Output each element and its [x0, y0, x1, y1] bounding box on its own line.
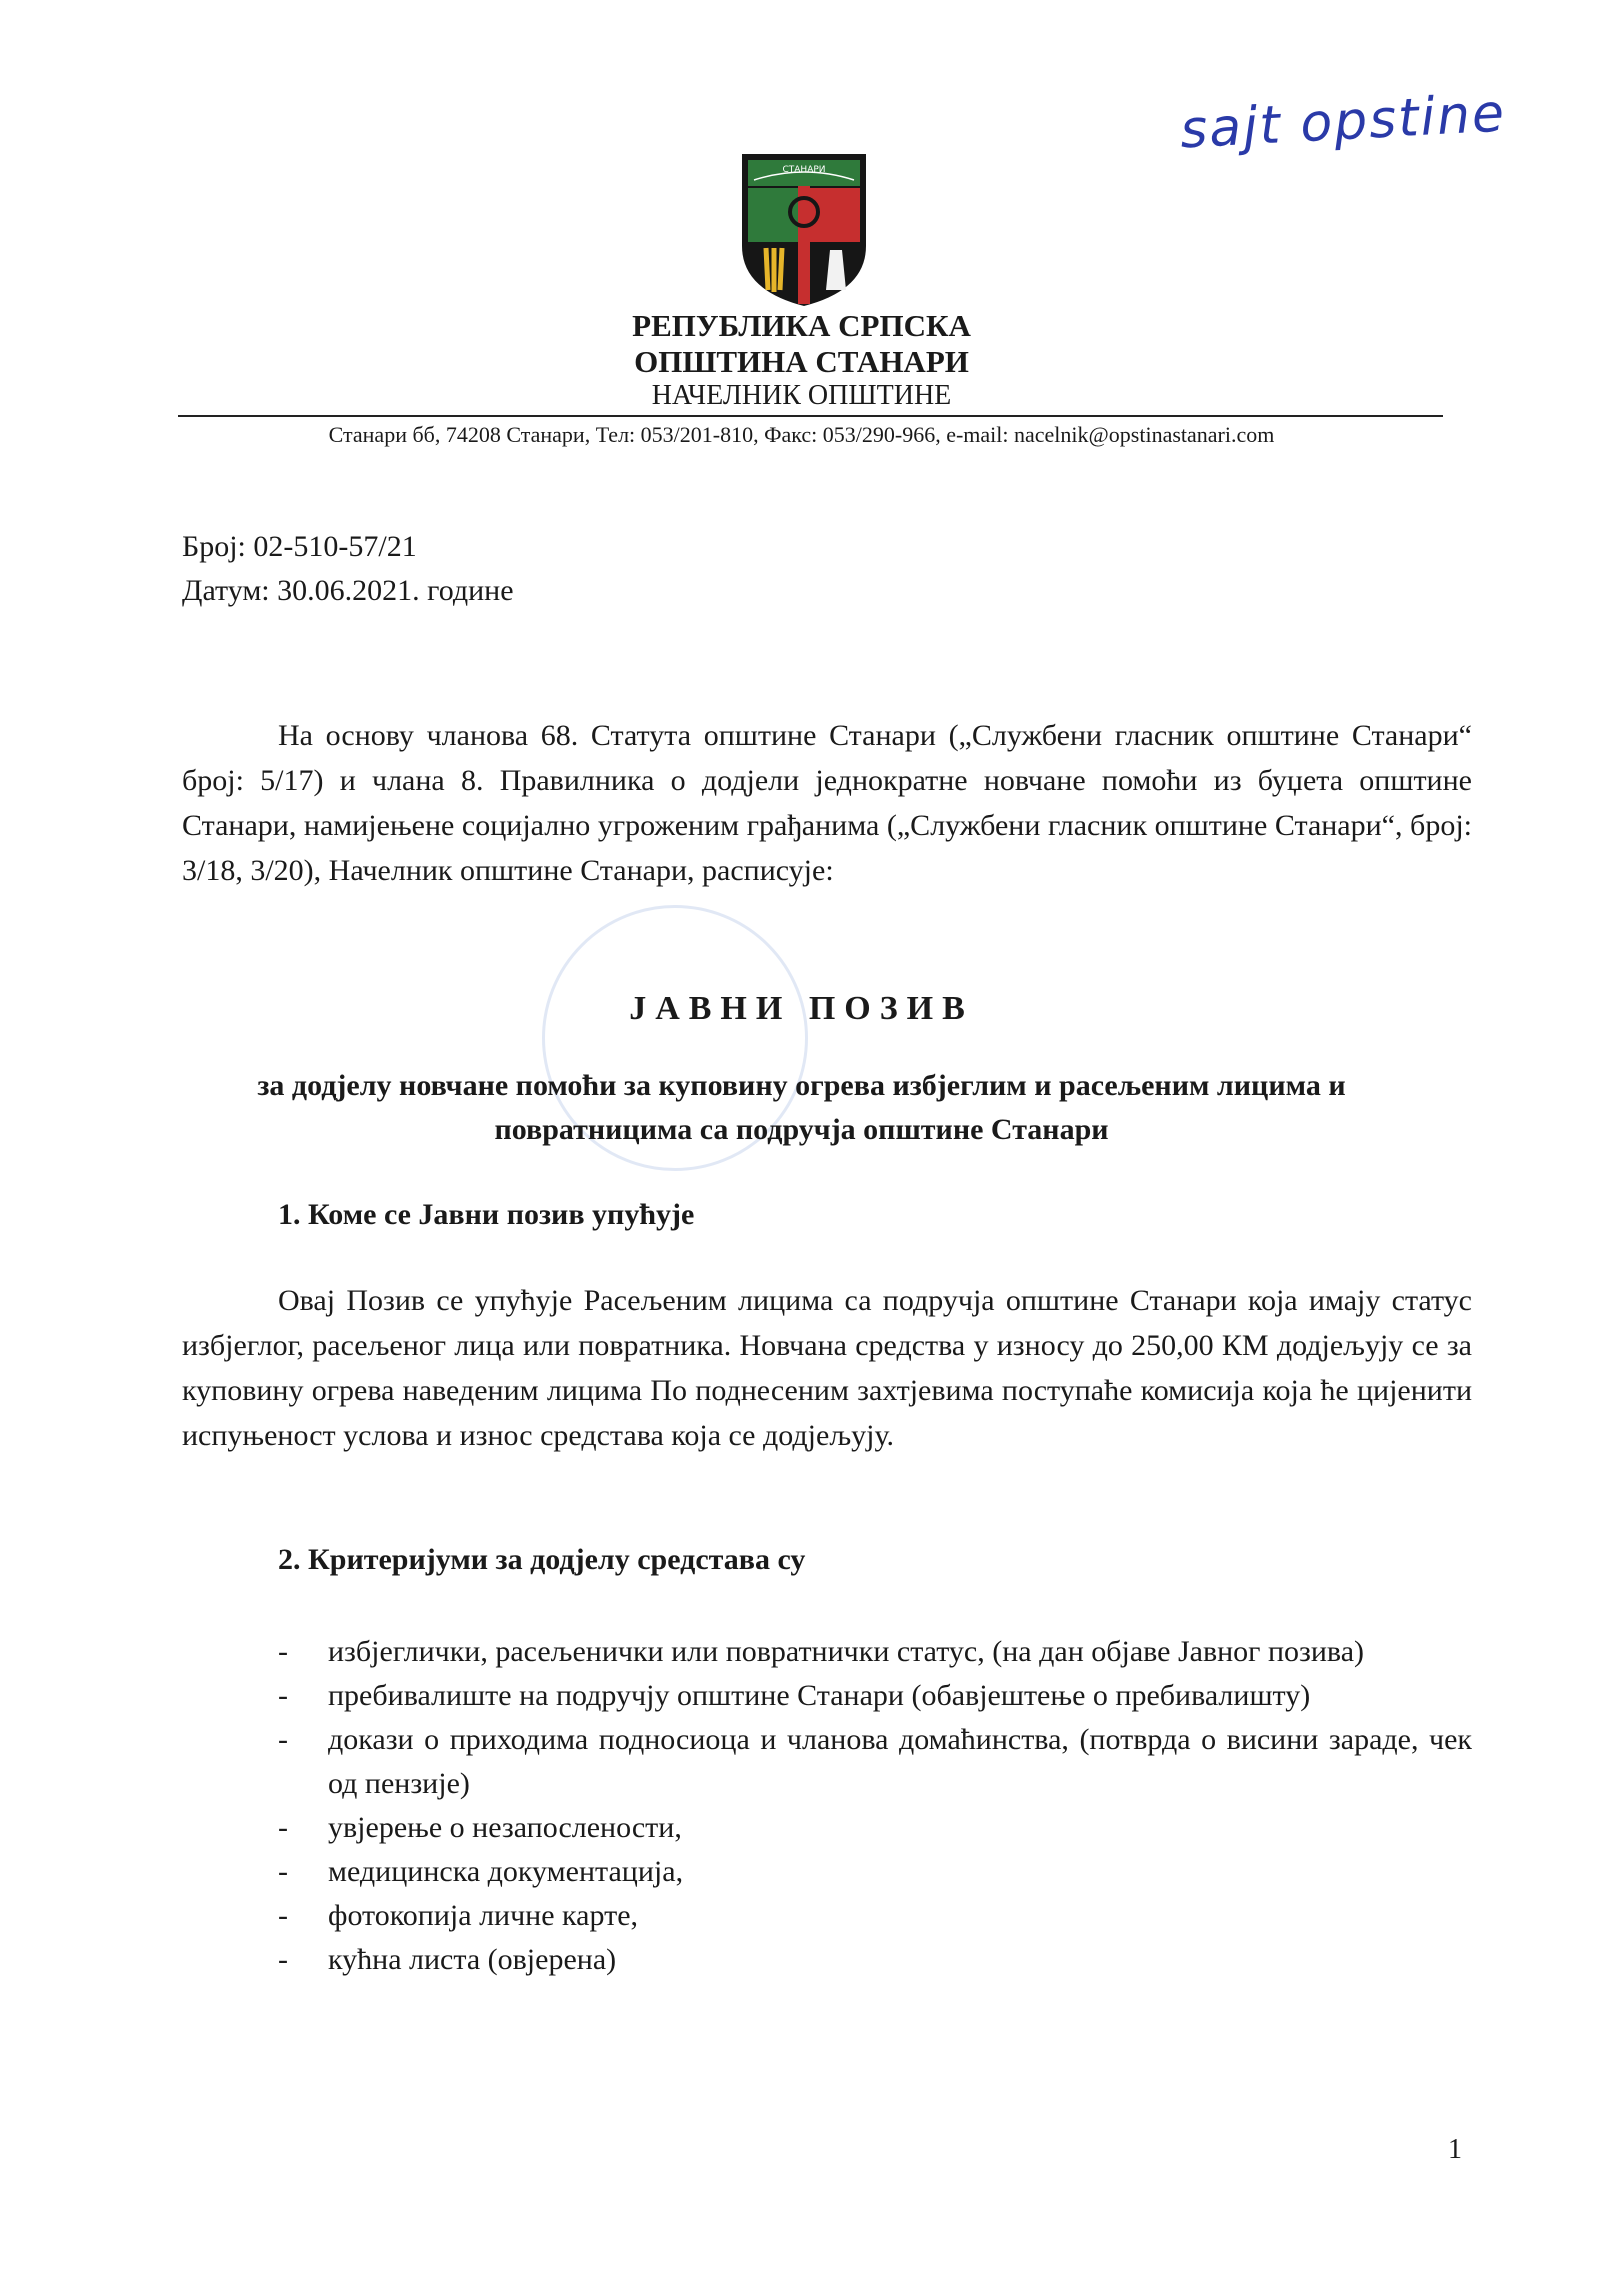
criteria-item-text: фотокопија личне карте, [328, 1899, 639, 1932]
criteria-item-text: кућна листа (овјерена) [328, 1943, 617, 1976]
list-item: - избјеглички, расељенички или повратнички статус, (на дан објаве Јавног позива) [278, 1635, 1365, 1668]
document-date: Датум: 30.06.2021. године [182, 574, 514, 607]
list-item: - пребивалиште на подручју општине Станари (обавјештење о пребивалишту) [278, 1679, 1311, 1712]
list-item: - докази о приходима подносиоца и чланова домаћинства, (потврда о висини зараде, чек од пензије) [278, 1723, 1472, 1800]
header-contact: Станари бб, 74208 Станари, Тел: 053/201-810, Факс: 053/290-966, e-mail: nacelnik@opstinastanari.com [328, 422, 1275, 447]
subtitle-line-2: повратницима са подручја општине Станари [494, 1113, 1109, 1146]
criteria-item-text: увјерење о незапослености, [328, 1811, 682, 1844]
criteria-list [278, 1630, 1472, 1982]
page-number: 1 [1448, 2134, 1462, 2165]
criteria-item-text: докази о приходима подносиоца и чланова домаћинства, (потврда о висини зараде, чек од пензије) [328, 1723, 1472, 1800]
list-item: - увјерење о незапослености, [278, 1811, 682, 1844]
criteria-item-text: пребивалиште на подручју општине Станари (обавјештење о пребивалишту) [328, 1679, 1311, 1712]
intro-paragraph: На основу чланова 68. Статута општине Станари („Службени гласник општине Станари“ број: 5/17) и члана 8. Правилника о додјели једнократне новчане помоћи из буџета општине Станари, намијењене социјално угроженим грађанима („Службени гласник општине Станари“, број: 3/18, 3/20), Начелник општине Станари, расписује: [182, 719, 1472, 887]
list-item: - фотокопија личне карте, [278, 1899, 639, 1932]
document-subtitle [0, 1064, 1603, 1152]
list-item: - медицинска документација, [278, 1855, 684, 1888]
criteria-item-text: избјеглички, расељенички или повратнички статус, (на дан објаве Јавног позива) [328, 1635, 1365, 1668]
section-1-heading: 1. Коме се Јавни позив упућује [278, 1198, 695, 1231]
criteria-item-text: медицинска документација, [328, 1855, 684, 1888]
crest-banner-text: СТАНАРИ [782, 165, 826, 175]
list-item: - кућна листа (овјерена) [278, 1943, 617, 1976]
subtitle-line-1: за додјелу новчане помоћи за куповину огрева избјеглим и расељеним лицима и [257, 1069, 1346, 1102]
header-office: НАЧЕЛНИК ОПШТИНЕ [651, 380, 952, 411]
document-title: ЈАВНИ ПОЗИВ [629, 990, 974, 1027]
header-municipality: ОПШТИНА СТАНАРИ [634, 344, 969, 379]
section-2-heading: 2. Критеријуми за додјелу средстава су [278, 1543, 806, 1576]
header-republic: РЕПУБЛИКА СРПСКА [632, 308, 971, 343]
municipality-crest-icon [738, 150, 870, 310]
header-divider [178, 415, 1443, 417]
handwritten-note: sajt opstine [1178, 83, 1508, 161]
document-number: Број: 02-510-57/21 [182, 530, 417, 563]
section-1-paragraph: Овај Позив се упућује Расељеним лицима са подручја општине Станари која имају статус избјеглог, расељеног лица или повратника. Новчана средства у износу до 250,00 КМ додјељују се за куповину огрева наведеним лицима По поднесеним захтјевима поступаће комисија која ће цијенити испуњеност услова и износ средстава која се додјељују. [182, 1284, 1472, 1452]
